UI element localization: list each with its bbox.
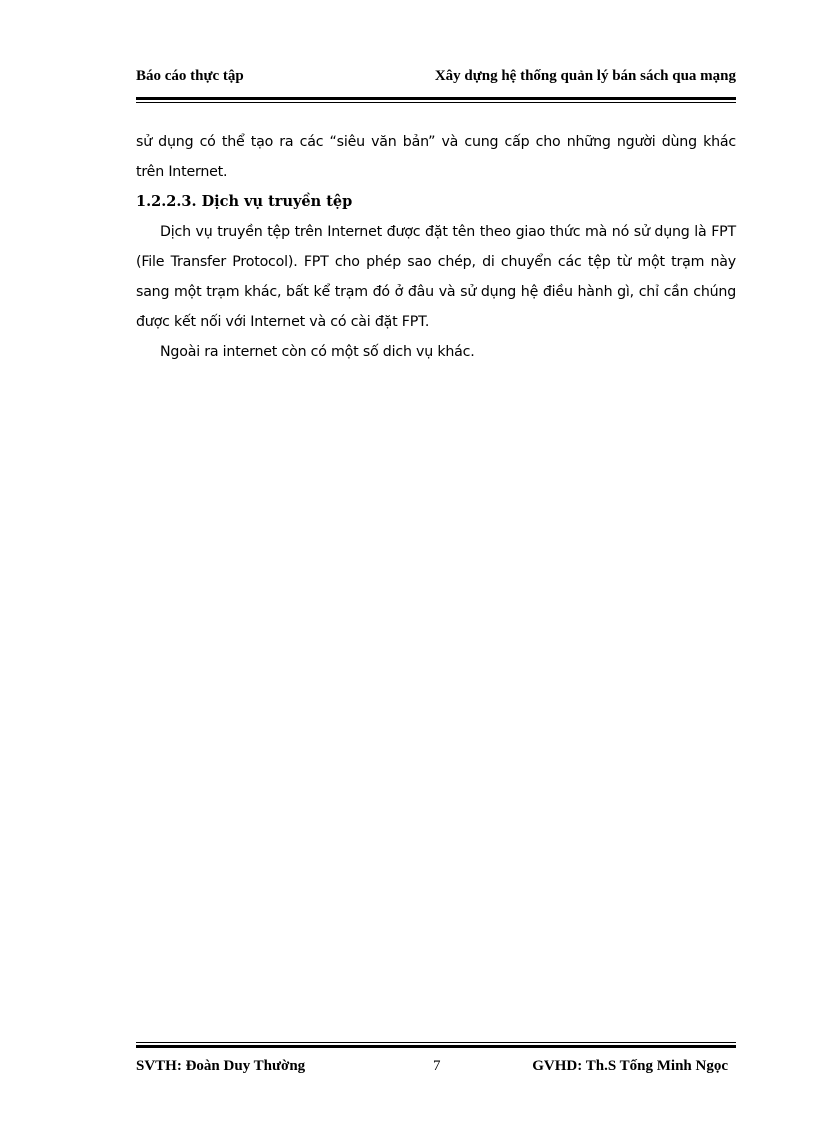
footer-rule-thin xyxy=(136,1042,736,1043)
paragraph-other-services: Ngoài ra internet còn có một số dich vụ khác. xyxy=(160,344,475,360)
footer-student: SVTH: Đoàn Duy Thường xyxy=(136,1058,306,1074)
section-heading: 1.2.2.3. Dịch vụ truyền tệp xyxy=(136,193,353,210)
page-body xyxy=(136,127,736,367)
header-rule-thick xyxy=(136,97,736,100)
paragraph-ftp: Dịch vụ truyền tệp trên Internet được đặt tên theo giao thức mà nó sử dụng là FPT (File Transfer Protocol). FPT cho phép sao chép, di chuyển các tệp từ một trạm này sang một trạm khác, bất kể trạm đó ở đâu và sử dụng hệ điều hành gì, chỉ cần chúng được kết nối với Internet và có cài đặt FPT. xyxy=(136,224,736,330)
page-number: 7 xyxy=(433,1058,441,1074)
page-footer xyxy=(136,1058,736,1080)
page-header xyxy=(136,68,736,90)
footer-rule-thick xyxy=(136,1045,736,1048)
footer-advisor: GVHD: Th.S Tống Minh Ngọc xyxy=(532,1058,728,1074)
header-project-title: Xây dựng hệ thống quản lý bán sách qua mạng xyxy=(434,68,736,84)
header-report-title: Báo cáo thực tập xyxy=(136,68,244,84)
header-rule-thin xyxy=(136,102,736,103)
paragraph-continued: sử dụng có thể tạo ra các “siêu văn bản” và cung cấp cho những người dùng khác trên Internet. xyxy=(136,134,736,180)
